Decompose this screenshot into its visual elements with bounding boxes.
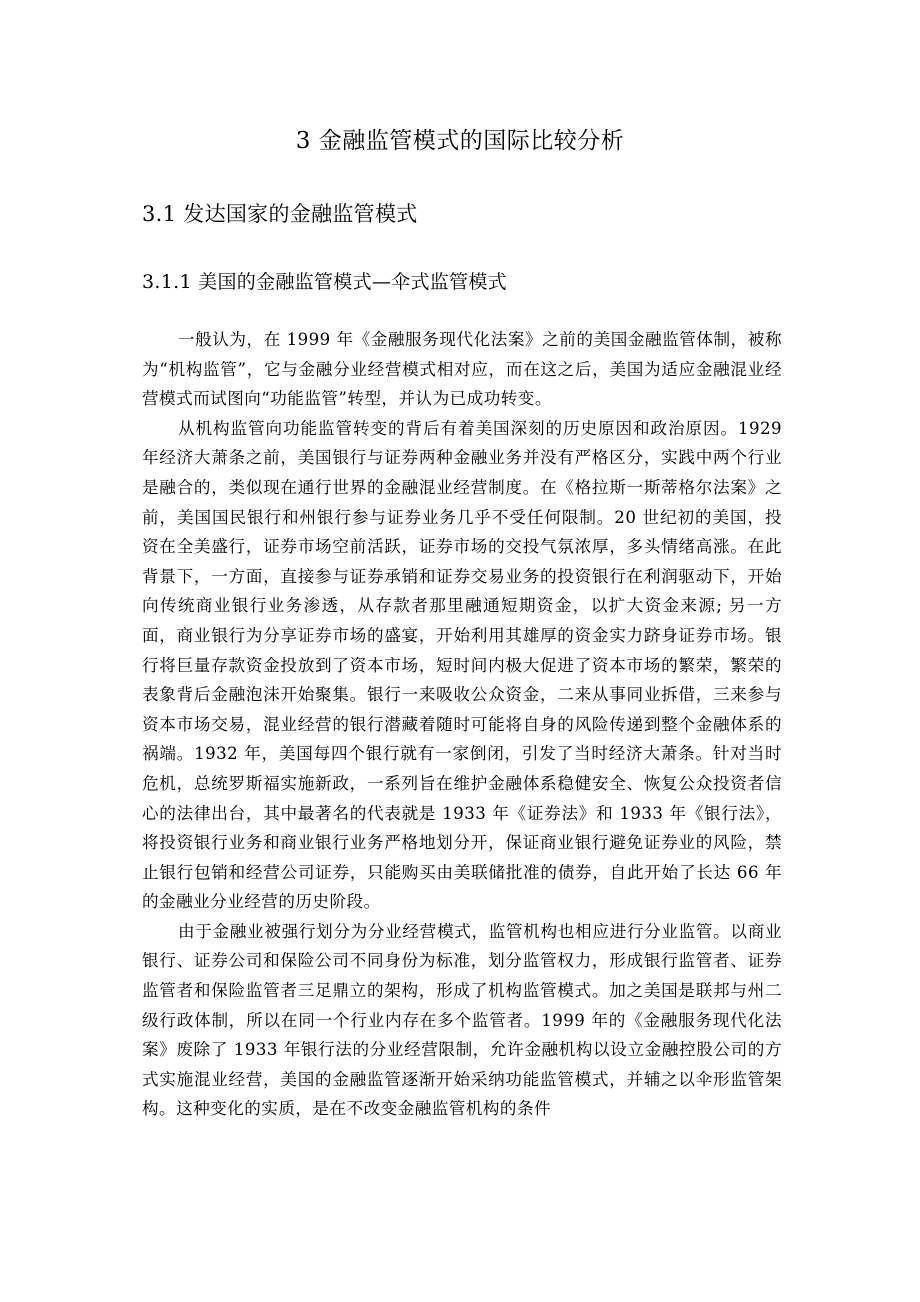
chapter-title: 3 金融监管模式的国际比较分析 xyxy=(295,128,625,154)
paragraph-1: 一般认为，在 1999 年《金融服务现代化法案》之前的美国金融监管体制，被称为“机构监管”，它与金融分业经营模式相对应，而在这之后，美国为适应金融混业经营模式而试图向“功能监管”转型，并认为已成功转变。 xyxy=(142,330,782,409)
subsection-title: 3.1.1 美国的金融监管模式—伞式监管模式 xyxy=(142,271,507,293)
paragraph-2: 从机构监管向功能监管转变的背后有着美国深刻的历史原因和政治原因。1929 年经济大萧条之前，美国银行与证券两种金融业务并没有严格区分，实践中两个行业是融合的，类似现在通行世界的金融混业经营制度。在《格拉斯一斯蒂格尔法案》之前，美国国民银行和州银行参与证券业务几乎不受任何限制。20 世纪初的美国，投资在全美盛行，证券市场空前活跃，证券市场的交投气氛浓厚，多头情绪高涨。在此背景下，一方面，直接参与证券承销和证券交易业务的投资银行在利润驱动下，开始向传统商业银行业务渗透，从存款者那里融通短期资金，以扩大资金来源; 另一方面，商业银行为分享证券市场的盛宴，开始利用其雄厚的资金实力跻身证券市场。银行将巨量存款资金投放到了资本市场，短时间内极大促进了资本市场的繁荣，繁荣的表象背后金融泡沫开始聚集。银行一来吸收公众资金，二来从事同业拆借，三来参与资本市场交易，混业经营的银行潜藏着随时可能将自身的风险传递到整个金融体系的祸端。1932 年，美国每四个银行就有一家倒闭，引发了当时经济大萧条。针对当时危机，总统罗斯福实施新政，一系列旨在维护金融体系稳健安全、恢复公众投资者信心的法律出台，其中最著名的代表就是 1933 年《证券法》和 1933 年《银行法》，将投资银行业务和商业银行业务严格地划分开，保证商业银行避免证券业的风险，禁止银行包销和经营公司证券，只能购买由美联储批准的债券，自此开始了长达 66 年的金融业分业经营的历史阶段。 xyxy=(142,418,782,912)
body-text xyxy=(142,325,782,1124)
paragraph-3: 由于金融业被强行划分为分业经营模式，监管机构也相应进行分业监管。以商业银行、证券公司和保险公司不同身份为标准，划分监管权力，形成银行监管者、证券监管者和保险监管者三足鼎立的架构，形成了机构监管模式。加之美国是联邦与州二级行政体制，所以在同一个行业内存在多个监管者。1999 年的《金融服务现代化法案》废除了 1933 年银行法的分业经营限制，允许金融机构以设立金融控股公司的方式实施混业经营，美国的金融监管逐渐开始采纳功能监管模式，并辅之以伞形监管架构。这种变化的实质，是在不改变金融监管机构的条件 xyxy=(142,921,782,1119)
section-title: 3.1 发达国家的金融监管模式 xyxy=(142,202,418,226)
